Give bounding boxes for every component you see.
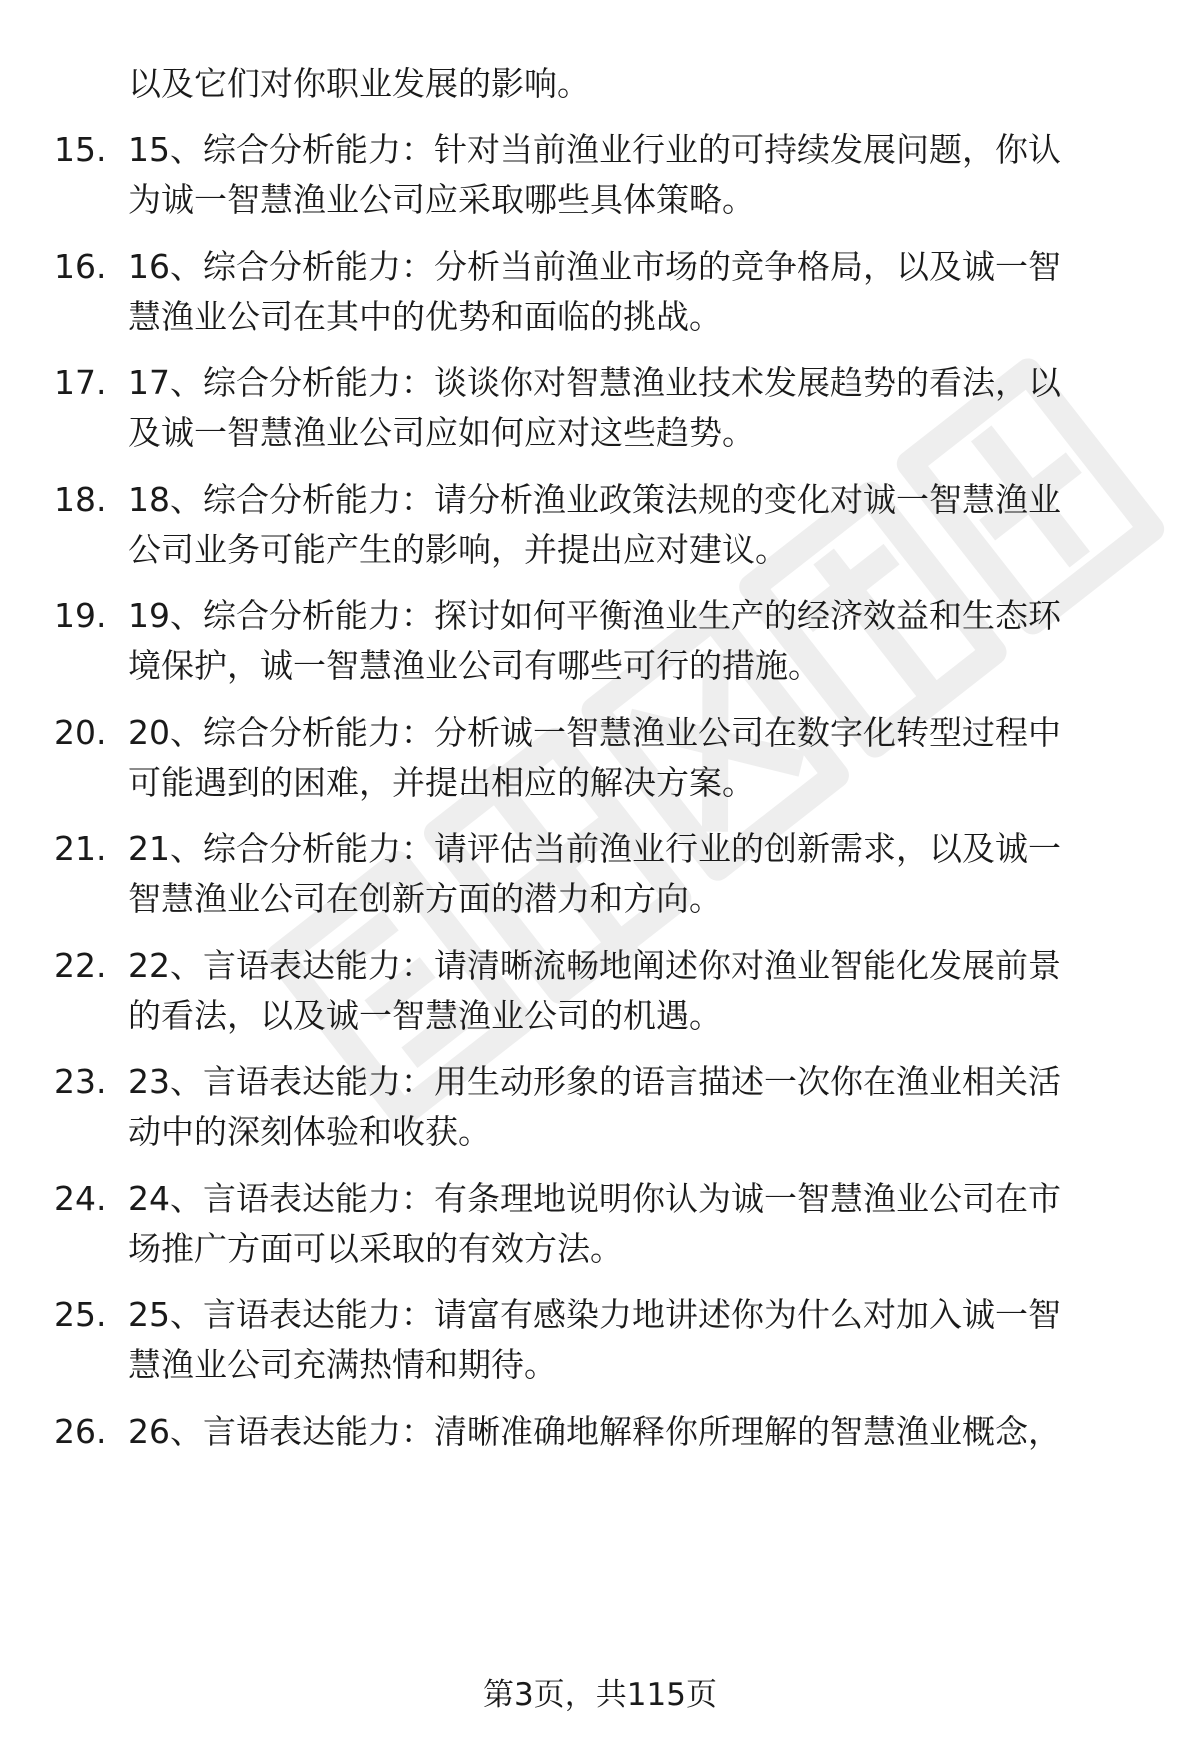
list-item [0, 1173, 1200, 1283]
list-item-text-line1: 25、言语表达能力：请富有感染力地讲述你为什么对加入诚一智 [128, 1295, 1061, 1334]
list-item [0, 707, 1200, 817]
list-item-text-line1: 24、言语表达能力：有条理地说明你认为诚一智慧渔业公司在市 [128, 1178, 1061, 1218]
list-item [0, 124, 1200, 234]
list-item-number: 16. [54, 246, 107, 286]
list-item-text-line2: 及诚一智慧渔业公司应如何应对这些趋势。 [128, 413, 755, 452]
list-item-number: 22. [54, 945, 107, 985]
list-item-number: 21. [54, 829, 107, 868]
list-item [0, 823, 1200, 933]
list-item-text-line2: 慧渔业公司充满热情和期待。 [128, 1345, 557, 1384]
list-item-number: 24. [54, 1178, 107, 1218]
list-item-text-line2: 动中的深刻体验和收获。 [128, 1112, 491, 1151]
list-item-text-line1: 17、综合分析能力：谈谈你对智慧渔业技术发展趋势的看法，以 [128, 363, 1061, 402]
list-item-text-line1: 23、言语表达能力：用生动形象的语言描述一次你在渔业相关活 [128, 1062, 1061, 1101]
list-item-text-line1: 22、言语表达能力：请清晰流畅地阐述你对渔业智能化发展前景 [128, 945, 1061, 985]
list-item-number: 17. [54, 363, 107, 402]
list-item-text-line2: 境保护，诚一智慧渔业公司有哪些可行的措施。 [128, 646, 821, 685]
list-item [0, 1406, 1200, 1516]
list-item-text-line2: 慧渔业公司在其中的优势和面临的挑战。 [128, 296, 722, 336]
list-item-number: 23. [54, 1062, 107, 1101]
list-item [0, 590, 1200, 700]
list-item [0, 241, 1200, 351]
list-item-text-line1: 18、综合分析能力：请分析渔业政策法规的变化对诚一智慧渔业 [128, 479, 1061, 519]
list-item-text-line1: 20、综合分析能力：分析诚一智慧渔业公司在数字化转型过程中 [128, 712, 1061, 752]
list-item [0, 940, 1200, 1050]
list-item-text-line2: 为诚一智慧渔业公司应采取哪些具体策略。 [128, 180, 755, 219]
list-item-number: 18. [54, 479, 107, 519]
list-item-text-line2: 智慧渔业公司在创新方面的潜力和方向。 [128, 879, 722, 918]
list-item-text-line1: 15、综合分析能力：针对当前渔业行业的可持续发展问题，你认 [128, 130, 1061, 169]
list-item-number: 19. [54, 596, 107, 635]
continued-line: 以及它们对你职业发展的影响。 [128, 64, 590, 103]
page-footer: 第3页，共115页 [483, 1677, 717, 1713]
list-item-number: 26. [54, 1411, 107, 1451]
list-item [0, 1289, 1200, 1399]
list-item-text-line2: 场推广方面可以采取的有效方法。 [128, 1228, 623, 1268]
list-item-number: 25. [54, 1295, 107, 1334]
list-item [0, 357, 1200, 467]
list-item-number: 15. [54, 130, 107, 169]
list-item-number: 20. [54, 712, 107, 752]
list-item [0, 474, 1200, 584]
list-item-text-line2: 的看法，以及诚一智慧渔业公司的机遇。 [128, 995, 722, 1035]
list-item-text-line1: 26、言语表达能力：清晰准确地解释你所理解的智慧渔业概念， [128, 1411, 1061, 1451]
list-item [0, 1056, 1200, 1166]
list-item-text-line1: 16、综合分析能力：分析当前渔业市场的竞争格局，以及诚一智 [128, 246, 1061, 286]
list-item-text-line2: 公司业务可能产生的影响，并提出应对建议。 [128, 529, 788, 569]
list-item-text-line1: 21、综合分析能力：请评估当前渔业行业的创新需求，以及诚一 [128, 829, 1061, 868]
list-item-text-line2: 可能遇到的困难，并提出相应的解决方案。 [128, 762, 755, 802]
list-item-text-line1: 19、综合分析能力：探讨如何平衡渔业生产的经济效益和生态环 [128, 596, 1061, 635]
